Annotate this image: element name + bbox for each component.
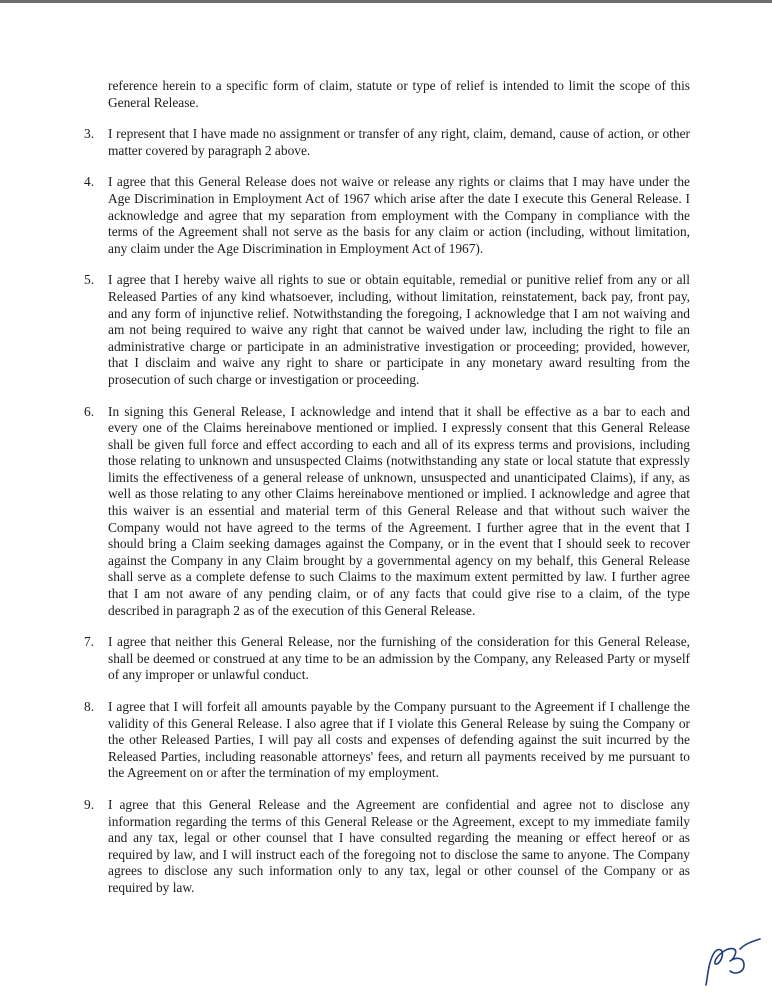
top-scan-edge (0, 0, 772, 3)
paragraph-number: 7. (84, 634, 95, 650)
paragraph-5 (80, 272, 690, 388)
handwritten-initials (700, 935, 762, 987)
paragraph-text: I agree that I hereby waive all rights to sue or obtain equitable, remedial or punitive relief from any or all Released Parties of any kind whatsoever, including, without limitation, reinstatement, back pay, front pay, and any form of injunctive relief. Notwithstanding the foregoing, I acknowledge that I am not waiving and am not being required to waive any right that cannot be waived under law, including the right to file an administrative charge or participate in an administrative investigation or proceeding; provided, however, that I disclaim and waive any right to share or participate in any monetary award resulting from the prosecution of such charge or investigation or proceeding. (108, 272, 690, 387)
paragraph-number: 6. (84, 403, 95, 419)
paragraph-text: In signing this General Release, I acknowledge and intend that it shall be effective as a bar to each and every one of the Claims hereinabove mentioned or implied. I expressly consent that this General Release shall be given full force and effect according to each and all of its express terms and provisions, including those relating to unknown and unsuspected Claims (notwithstanding any state or local statute that expressly limits the effectiveness of a general release of unknown, unsuspected and unanticipated Claims), if any, as well as those relating to any other Claims hereinabove mentioned or implied. I acknowledge and agree that this waiver is an essential and material term of this General Release and that without such waiver the Company would not have agreed to the terms of the Agreement. I further agree that in the event that I should bring a Claim seeking damages against the Company, or in the event that I should seek to recover against the Company in any Claim brought by a governmental agency on my behalf, this General Release shall serve as a complete defense to such Claims to the maximum extent permitted by law. I further agree that I am not aware of any pending claim, or of any facts that could give rise to a claim, of the type described in paragraph 2 as of the execution of this General Release. (108, 403, 690, 618)
paragraph-text: I agree that I will forfeit all amounts payable by the Company pursuant to the Agreement if I challenge the validity of this General Release. I also agree that if I violate this General Release by suing the Company or the other Released Parties, I will pay all costs and expenses of defending against the suit incurred by the Released Parties, including reasonable attorneys' fees, and return all payments received by me pursuant to the Agreement on or after the termination of my employment. (108, 699, 690, 781)
paragraph-7 (80, 634, 690, 684)
paragraph-4 (80, 174, 690, 257)
continuation-paragraph: reference herein to a specific form of claim, statute or type of relief is intended to limit the scope of this General Release. (108, 78, 690, 110)
paragraph-number: 4. (84, 174, 95, 190)
paragraph-9 (80, 797, 690, 897)
document-page (80, 78, 690, 912)
paragraph-text: I agree that this General Release and the Agreement are confidential and agree not to disclose any information regarding the terms of this General Release or the Agreement, except to my immediate family and any tax, legal or other counsel that I have consulted regarding the meaning or effect hereof or as required by law, and I will instruct each of the foregoing not to disclose the same to anyone. The Company agrees to disclose any such information only to any tax, legal or other counsel of the Company or as required by law. (108, 796, 690, 895)
paragraph-6 (80, 404, 690, 620)
paragraph-number: 8. (84, 699, 95, 714)
paragraph-number: 3. (84, 126, 95, 142)
paragraph-number: 5. (84, 272, 95, 288)
paragraph-text: I agree that neither this General Release, nor the furnishing of the consideration for this General Release, shall be deemed or construed at any time to be an admission by the Company, any Released Party or myself of any improper or unlawful conduct. (108, 634, 690, 683)
paragraph-number: 9. (84, 796, 95, 812)
paragraph-text: I represent that I have made no assignment or transfer of any right, claim, demand, cause of action, or other matter covered by paragraph 2 above. (108, 126, 690, 158)
paragraph-text: I agree that this General Release does not waive or release any rights or claims that I may have under the Age Discrimination in Employment Act of 1967 which arise after the date I execute this General Release. I acknowledge and agree that my separation from employment with the Company in compliance with the terms of the Agreement shall not serve as the basis for any claim or action (including, without limitation, any claim under the Age Discrimination in Employment Act of 1967). (108, 174, 690, 256)
paragraph-8 (80, 699, 690, 782)
paragraph-3 (80, 126, 690, 159)
